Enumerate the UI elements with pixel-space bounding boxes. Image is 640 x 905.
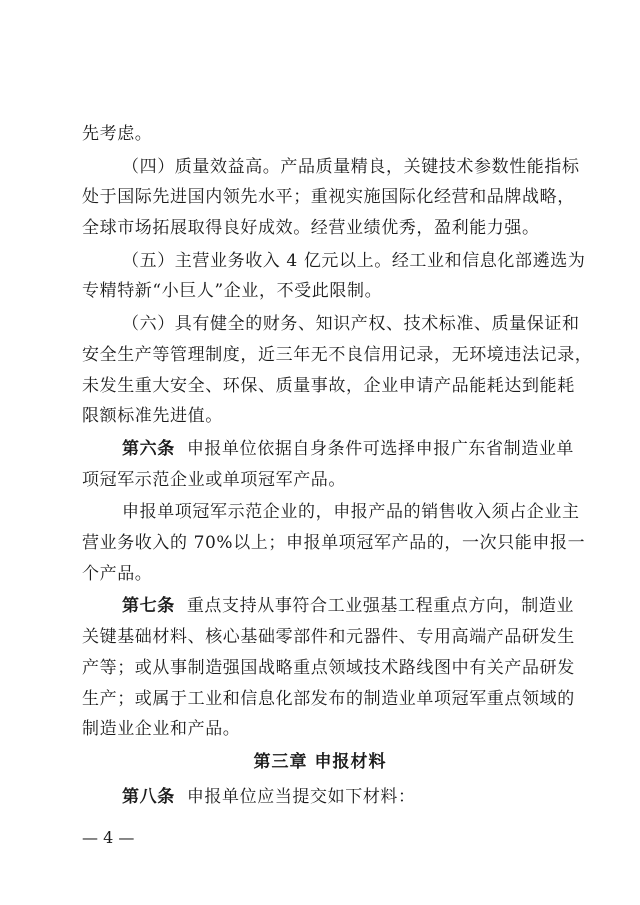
paragraph-line: 安全生产等管理制度，近三年无不良信用记录，无环境违法记录， (82, 345, 593, 365)
paragraph-line: （五）主营业务收入 4 亿元以上。经工业和信息化部遴选为 (122, 251, 586, 271)
article-6-line (122, 438, 575, 460)
paragraph-line: 先考虑。 (82, 124, 153, 144)
paragraph-line: 关键基础材料、核心基础零部件和元器件、专用高端产品研发生 (82, 627, 575, 647)
paragraph-line: 专精特新“小巨人”企业，不受此限制。 (82, 281, 383, 301)
paragraph-line: 申报单项冠军示范企业的，申报产品的销售收入须占企业主 (122, 502, 580, 522)
article-text: 申报单位应当提交如下材料： (186, 787, 416, 807)
page-number: — 4 — (82, 828, 135, 847)
paragraph-line: 全球市场拓展取得良好成效。经营业绩优秀，盈利能力强。 (82, 218, 540, 238)
paragraph-line: 未发生重大安全、环保、质量事故，企业申请产品能耗达到能耗 (82, 376, 575, 396)
paragraph-line: 产等；或从事制造强国战略重点领域技术路线图中有关产品研发 (82, 658, 575, 678)
paragraph-line: 个产品。 (82, 564, 153, 584)
article-text: 申报单位依据自身条件可选择申报广东省制造业单 (186, 439, 575, 459)
paragraph-line: 生产；或属于工业和信息化部发布的制造业单项冠军重点领域的 (82, 689, 575, 709)
article-label: 第七条 (122, 596, 175, 616)
article-7-line (122, 595, 575, 617)
article-text: 重点支持从事符合工业强基工程重点方向，制造业 (186, 596, 575, 616)
paragraph-line: 项冠军示范企业或单项冠军产品。 (82, 470, 346, 490)
paragraph-line: 营业务收入的 70%以上；申报单项冠军产品的，一次只能申报一 (82, 533, 586, 553)
chapter-heading: 第三章 申报材料 (253, 752, 387, 772)
paragraph-line: （六）具有健全的财务、知识产权、技术标准、质量保证和 (122, 314, 580, 334)
article-label: 第六条 (122, 439, 175, 459)
article-label: 第八条 (122, 787, 175, 807)
paragraph-line: 限额标准先进值。 (82, 406, 223, 426)
paragraph-line: 制造业企业和产品。 (82, 719, 241, 739)
paragraph-line: （四）质量效益高。产品质量精良，关键技术参数性能指标 (122, 157, 580, 177)
paragraph-line: 处于国际先进国内领先水平；重视实施国际化经营和品牌战略， (82, 187, 575, 207)
article-8-line (122, 786, 558, 808)
